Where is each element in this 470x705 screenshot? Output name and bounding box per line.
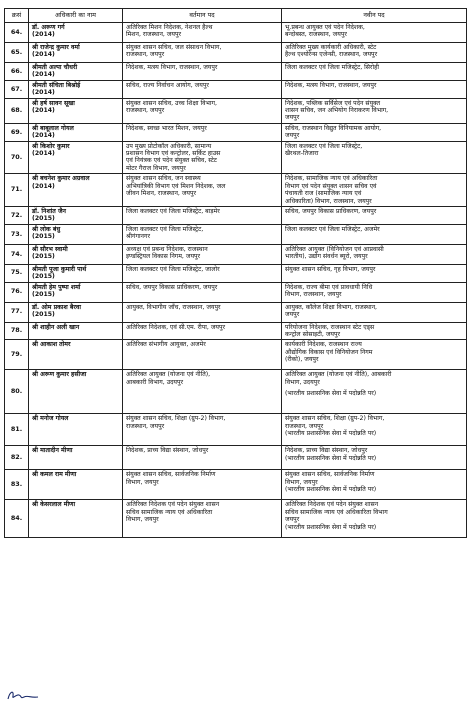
- current-post-cell-line: एवं नियंत्रक एवं पदेन संयुक्त सचिव, स्टेट: [126, 157, 217, 165]
- officer-name-cell: [29, 80, 123, 98]
- new-post-cell-line: (भारतीय प्रशासनिक सेवा में पदोन्नति पर): [285, 390, 377, 398]
- new-post-cell: [282, 224, 467, 244]
- current-post-cell-line: उप मुख्य प्रोटोकॉल अधिकारी, सामान्य: [126, 142, 212, 150]
- current-post-cell-line: निदेशक, स्वच्छ भारत मिशन, जयपुर: [126, 124, 207, 132]
- new-post-cell-line: निदेशक, मत्स्य विभाग, राजस्थान, जयपुर: [285, 81, 377, 89]
- new-post-cell-line: हैल्थ एश्योरेन्स एजेन्सी, राजस्थान, जयपुर: [285, 51, 378, 59]
- officer-name-cell-line: (2014): [32, 107, 55, 115]
- serial-number-cell: 65.: [5, 43, 29, 63]
- current-post-cell-line: जिला कलक्टर एवं जिला मजिस्ट्रेट,: [126, 225, 204, 233]
- serial-number-cell: 82.: [5, 446, 29, 470]
- officer-name-cell-line: श्री राजेन्द्र कुमार वर्मा: [32, 44, 80, 51]
- new-post-cell-line: अतिरिक्त आयुक्त (योजना एवं नीति), आबकारी: [285, 371, 392, 379]
- officer-name-cell: [29, 244, 123, 264]
- table-header-row: [5, 9, 467, 23]
- table-row: [5, 282, 467, 302]
- table-row: [5, 244, 467, 264]
- new-post-cell-line: जिला कलक्टर एवं जिला मजिस्ट्रेट, अजमेर: [285, 225, 380, 233]
- new-post-cell-line: (भारतीय प्रशासनिक सेवा में पदोन्नति पर): [285, 454, 377, 462]
- officer-name-cell: [29, 446, 123, 470]
- table-row: [5, 206, 467, 224]
- new-post-cell-line: संयुक्त शासन सचिव, शिक्षा (ग्रुप-2) विभाग,: [285, 415, 385, 423]
- current-post-cell: [123, 206, 282, 224]
- current-post-cell-line: निदेशक, प्राच्य विद्या संस्थान, जोधपुर: [126, 447, 209, 455]
- officer-name-cell-line: (2015): [32, 310, 55, 318]
- officer-name-cell-line: श्री बचनेश कुमार अग्रवाल: [32, 175, 90, 183]
- current-post-cell-line: मोटर गैराज विभाग, जयपुर: [126, 164, 186, 172]
- new-post-cell-line: जयपुर: [285, 114, 300, 122]
- current-post-cell-line: अतिरिक्त मिशन निदेशक, नेशनल हैल्थ: [126, 24, 213, 31]
- current-post-cell-line: इण्डस्ट्रियल विकास निगम, जयपुर: [126, 253, 201, 261]
- officer-name-cell: [29, 370, 123, 414]
- serial-number-cell: 75.: [5, 264, 29, 282]
- current-post-cell-line: आबकारी विभाग, उदयपुर: [126, 378, 184, 386]
- current-post-cell-line: निदेशक, मत्स्य विभाग, राजस्थान, जयपुर: [126, 64, 218, 71]
- current-post-cell-line: संयुक्त शासन सचिव, जल संसाधन विभाग,: [126, 44, 222, 51]
- officer-name-cell: [29, 43, 123, 63]
- officer-name-cell-line: (2014): [32, 51, 55, 59]
- current-post-cell: [123, 446, 282, 470]
- new-post-cell-line: जयपुर: [285, 310, 300, 318]
- new-post-cell-line: जिला कलक्टर एवं जिला मजिस्ट्रेट, सिरोही: [285, 64, 379, 71]
- new-post-cell-line: संयुक्त शासन सचिव, सार्वजनिक निर्माण: [285, 471, 375, 479]
- table-row: [5, 370, 467, 414]
- new-post-cell: [282, 302, 467, 322]
- new-post-cell-line: भू.प्रबन्ध आयुक्त एवं पदेन निदेशक,: [285, 24, 365, 31]
- officer-name-cell-line: (2015): [32, 273, 55, 281]
- officer-name-cell-line: श्री मनोज गोयल: [32, 415, 69, 423]
- officer-name-cell: [29, 98, 123, 123]
- current-post-cell-line: संयुक्त शासन सचिव, उच्च शिक्षा विभाग,: [126, 99, 217, 107]
- new-post-cell: [282, 63, 467, 81]
- new-post-cell-line: खैरथल-तिजारा: [285, 150, 319, 158]
- table-row: [5, 224, 467, 244]
- current-post-cell: [123, 43, 282, 63]
- officer-name-cell-line: श्री शाहीन अली खान: [32, 323, 80, 331]
- table-row: [5, 98, 467, 123]
- table-row: [5, 446, 467, 470]
- officer-name-cell-line: (2015): [32, 233, 55, 241]
- current-post-cell-line: सचिव, जयपुर विकास प्राधिकरण, जयपुर: [126, 283, 218, 291]
- serial-number-cell: 70.: [5, 141, 29, 174]
- table-row: [5, 123, 467, 141]
- current-post-cell-line: संयुक्त शासन सचिव, शिक्षा (ग्रुप-2) विभाग,: [126, 415, 226, 423]
- new-post-cell: [282, 244, 467, 264]
- current-post-cell: [123, 264, 282, 282]
- serial-number-cell: 76.: [5, 282, 29, 302]
- officer-name-cell: [29, 340, 123, 370]
- new-post-cell: [282, 340, 467, 370]
- serial-number-cell: 72.: [5, 206, 29, 224]
- new-post-cell: [282, 43, 467, 63]
- current-post-cell-line: अतिरिक्त आयुक्त (योजना एवं नीति),: [126, 371, 211, 379]
- officer-name-cell: [29, 224, 123, 244]
- current-post-cell: [123, 500, 282, 538]
- serial-number-cell: 67.: [5, 80, 29, 98]
- officer-name-cell-line: डॉ. अरूण गर्ग: [32, 24, 65, 31]
- table-row: [5, 302, 467, 322]
- new-post-cell-line: कन्ट्रोल सोसाइटी, जयपुर: [285, 330, 341, 338]
- new-post-cell-line: (भारतीय प्रशासनिक सेवा में पदोन्नति पर): [285, 523, 377, 531]
- new-post-cell-line: कार्यकारी निदेशक, राजस्थान राज्य: [285, 341, 362, 349]
- current-post-cell: [123, 80, 282, 98]
- officer-name-cell: [29, 264, 123, 282]
- table-row: [5, 80, 467, 98]
- new-post-cell-line: निदेशक, सामाजिक न्याय एवं अधिकारिता: [285, 175, 378, 183]
- new-post-cell-line: (भारतीय प्रशासनिक सेवा में पदोन्नति पर): [285, 486, 377, 494]
- officer-name-cell-line: (2015): [32, 253, 55, 261]
- header-current-post: वर्तमान पद: [123, 9, 282, 23]
- serial-number-cell: 80.: [5, 370, 29, 414]
- current-post-cell: [123, 123, 282, 141]
- current-post-cell: [123, 98, 282, 123]
- new-post-cell-line: राजस्थान, जयपुर: [285, 422, 324, 430]
- new-post-cell-line: निदेशक, राज्य बीमा एवं प्रावधायी निधि: [285, 283, 373, 291]
- current-post-cell-line: अभियांत्रिकी विभाग एवं मिशन निदेशक, जल: [126, 182, 226, 190]
- new-post-cell-line: बन्दोबस्त, राजस्थान, जयपुर: [285, 31, 347, 39]
- new-post-cell: [282, 98, 467, 123]
- officer-name-cell-line: श्री हर्ष सावन सूखा: [32, 99, 75, 107]
- officer-name-cell-line: श्री अरूण कुमार हसीजा: [32, 371, 87, 379]
- new-post-cell-line: आयुक्त, कॉलेज शिक्षा विभाग, राजस्थान,: [285, 303, 377, 311]
- current-post-cell-line: अध्यक्ष एवं प्रबन्ध निदेशक, राजस्थान: [126, 245, 208, 253]
- officer-name-cell-line: श्री किशोर कुमार: [32, 142, 70, 150]
- new-post-cell: [282, 470, 467, 500]
- officer-name-cell-line: (2014): [32, 31, 55, 39]
- current-post-cell-line: जीवन मिशन, राजस्थान, जयपुर: [126, 190, 197, 198]
- serial-number-cell: 71.: [5, 174, 29, 207]
- new-post-cell-line: शासन सचिव, जन अभियोग निराकरण विभाग,: [285, 107, 389, 115]
- new-post-cell: [282, 80, 467, 98]
- current-post-cell-line: मिशन, राजस्थान, जयपुर: [126, 31, 182, 39]
- current-post-cell-line: अतिरिक्त संभागीय आयुक्त, अजमेर: [126, 341, 206, 349]
- serial-number-cell: 84.: [5, 500, 29, 538]
- current-post-cell: [123, 63, 282, 81]
- officer-name-cell-line: (2015): [32, 290, 55, 298]
- officer-name-cell-line: श्री आकाश तोमर: [32, 341, 71, 349]
- officer-name-cell-line: (2014): [32, 132, 55, 140]
- officer-name-cell: [29, 174, 123, 207]
- new-post-cell-line: अतिरिक्त मुख्य कार्यकारी अधिकारी, स्टेट: [285, 44, 377, 51]
- officer-name-cell: [29, 470, 123, 500]
- officer-name-cell: [29, 123, 123, 141]
- current-post-cell: [123, 370, 282, 414]
- officer-name-cell-line: श्री सौरभ स्वामी: [32, 245, 68, 253]
- officer-name-cell: [29, 500, 123, 538]
- current-post-cell-line: विभाग, जयपुर: [126, 478, 159, 486]
- new-post-cell-line: अधिकारिता) विभाग, राजस्थान, जयपुर: [285, 197, 372, 205]
- current-post-cell-line: संयुक्त शासन सचिव, सार्वजनिक निर्माण: [126, 471, 216, 479]
- table-row: [5, 23, 467, 43]
- serial-number-cell: 64.: [5, 23, 29, 43]
- serial-number-cell: 83.: [5, 470, 29, 500]
- officer-name-cell: [29, 206, 123, 224]
- table-row: [5, 470, 467, 500]
- current-post-cell: [123, 244, 282, 264]
- new-post-cell-line: अतिरिक्त आयुक्त (विनियोजन एवं आप्रवासी: [285, 245, 384, 253]
- new-post-cell: [282, 123, 467, 141]
- new-post-cell-line: औद्योगिक विकास एवं विनियोजन निगम: [285, 348, 373, 356]
- table-row: [5, 141, 467, 174]
- serial-number-cell: 77.: [5, 302, 29, 322]
- new-post-cell: [282, 414, 467, 446]
- current-post-cell-line: संयुक्त शासन सचिव, जन स्वास्थ्य: [126, 175, 201, 183]
- current-post-cell-line: अतिरिक्त निदेशक, एवं सी.एम. रीपा, जयपुर: [126, 323, 226, 331]
- new-post-cell: [282, 500, 467, 538]
- current-post-cell: [123, 23, 282, 43]
- transfer-order-page: [4, 8, 466, 538]
- officer-name-cell: [29, 322, 123, 340]
- serial-number-cell: 78.: [5, 322, 29, 340]
- new-post-cell-line: निदेशक, प्राच्य विद्या संस्थान, जोधपुर: [285, 447, 368, 455]
- new-post-cell-line: सचिव, राजस्थान विद्युत विनियामक आयोग,: [285, 124, 382, 132]
- new-post-cell: [282, 370, 467, 414]
- new-post-cell-line: संयुक्त शासन सचिव, गृह विभाग, जयपुर: [285, 265, 376, 273]
- officer-name-cell-line: (2015): [32, 215, 55, 223]
- new-post-cell-line: जयपुर: [285, 516, 300, 524]
- officer-name-cell: [29, 63, 123, 81]
- new-post-cell-line: जिला कलक्टर एवं जिला मजिस्ट्रेट,: [285, 142, 363, 150]
- current-post-cell-line: आयुक्त, विभागीय जाँच, राजस्थान, जयपुर: [126, 303, 221, 311]
- officer-name-cell-line: (2014): [32, 150, 55, 158]
- new-post-cell-line: पंचायती राज (सामाजिक न्याय एवं: [285, 190, 362, 198]
- officer-name-cell-line: श्री मातादीन मीणा: [32, 447, 73, 455]
- table-row: [5, 322, 467, 340]
- officer-name-cell: [29, 282, 123, 302]
- current-post-cell: [123, 414, 282, 446]
- officer-name-cell-line: श्री बाबूलाल गोयल: [32, 124, 74, 132]
- officer-transfer-table: [4, 8, 467, 538]
- new-post-cell-line: विभाग, उदयपुर: [285, 378, 320, 386]
- officer-name-cell: [29, 141, 123, 174]
- current-post-cell: [123, 141, 282, 174]
- table-row: [5, 264, 467, 282]
- current-post-cell: [123, 174, 282, 207]
- new-post-cell-line: अतिरिक्त निदेशक एवं पदेन संयुक्त शासन: [285, 501, 379, 509]
- officer-name-cell-line: (2014): [32, 89, 55, 97]
- officer-name-cell-line: श्रीमती अल्पा चौधरी: [32, 64, 78, 71]
- current-post-cell-line: राजस्थान, जयपुर: [126, 107, 165, 115]
- header-officer-name: अधिकारी का नाम: [29, 9, 123, 23]
- new-post-cell-line: निदेशक, पब्लिक सर्विसेज एवं पदेन संयुक्त: [285, 99, 381, 107]
- officer-name-cell-line: श्री केसरलाल मीणा: [32, 501, 76, 509]
- serial-number-cell: 74.: [5, 244, 29, 264]
- serial-number-cell: 73.: [5, 224, 29, 244]
- header-serial: क्रसं: [5, 9, 29, 23]
- new-post-cell-line: भारतीय), उद्योग संवर्धन ब्यूरो, जयपुर: [285, 253, 368, 261]
- new-post-cell-line: विभाग एवं पदेन संयुक्त शासन सचिव एवं: [285, 182, 377, 190]
- officer-name-cell-line: श्रीमती पूजा कुमारी पार्थ: [32, 265, 87, 273]
- header-new-post: नवीन पद: [282, 9, 467, 23]
- current-post-cell: [123, 302, 282, 322]
- new-post-cell: [282, 141, 467, 174]
- officer-name-cell-line: श्री कमल राम मीणा: [32, 471, 77, 479]
- current-post-cell-line: जिला कलक्टर एवं जिला मजिस्ट्रेट, जालोर: [126, 265, 220, 273]
- new-post-cell: [282, 282, 467, 302]
- current-post-cell-line: जिला कलक्टर एवं जिला मजिस्ट्रेट, बाड़मेर: [126, 207, 220, 215]
- new-post-cell: [282, 264, 467, 282]
- officer-name-cell: [29, 23, 123, 43]
- officer-name-cell-line: श्रीमती हेम पुष्पा शर्मा: [32, 283, 81, 291]
- current-post-cell-line: राजस्थान, जयपुर: [126, 51, 165, 59]
- new-post-cell: [282, 174, 467, 207]
- officer-name-cell-line: डॉ. ओम प्रकाश बैरवा: [32, 303, 81, 311]
- officer-name-cell-line: (2014): [32, 182, 55, 190]
- new-post-cell-line: विभाग, जयपुर: [285, 478, 318, 486]
- serial-number-cell: 68.: [5, 98, 29, 123]
- current-post-cell-line: प्रशासन विभाग एवं कन्ट्रोलर, सर्किट हाउस: [126, 150, 221, 158]
- current-post-cell-line: विभाग, जयपुर: [126, 516, 159, 524]
- current-post-cell-line: सचिव सामाजिक न्याय एवं अधिकारिता: [126, 508, 213, 516]
- current-post-cell: [123, 470, 282, 500]
- current-post-cell-line: सचिव, राज्य निर्वाचन आयोग, जयपुर: [126, 81, 209, 89]
- table-row: [5, 340, 467, 370]
- serial-number-cell: 66.: [5, 63, 29, 81]
- officer-name-cell-line: श्री लोक बंधु: [32, 225, 61, 233]
- new-post-cell-line: जयपुर: [285, 132, 300, 140]
- table-row: [5, 174, 467, 207]
- new-post-cell-line: परियोजना निदेशक, राजस्थान स्टेट एड्स: [285, 323, 375, 331]
- serial-number-cell: 79.: [5, 340, 29, 370]
- new-post-cell: [282, 446, 467, 470]
- table-row: [5, 43, 467, 63]
- serial-number-cell: 81.: [5, 414, 29, 446]
- new-post-cell-line: विभाग, राजस्थान, जयपुर: [285, 290, 342, 298]
- current-post-cell-line: राजस्थान, जयपुर: [126, 422, 165, 430]
- signature-mark: [6, 688, 40, 702]
- new-post-cell-line: (भारतीय प्रशासनिक सेवा में पदोन्नति पर): [285, 430, 377, 438]
- current-post-cell-line: श्रीगंगानगर: [126, 233, 151, 241]
- new-post-cell-line: (रीको), जयपुर: [285, 356, 319, 364]
- officer-name-cell: [29, 414, 123, 446]
- new-post-cell-line: सचिव सामाजिक न्याय एवं अधिकारिता विभाग: [285, 508, 388, 516]
- officer-name-cell-line: डॉ. निशांत जैन: [32, 207, 66, 215]
- current-post-cell: [123, 224, 282, 244]
- new-post-cell: [282, 206, 467, 224]
- officer-name-cell-line: श्रीमती संचिता बिश्नोई: [32, 81, 81, 89]
- table-row: [5, 414, 467, 446]
- serial-number-cell: 69.: [5, 123, 29, 141]
- officer-name-cell-line: (2014): [32, 71, 55, 79]
- current-post-cell: [123, 340, 282, 370]
- current-post-cell: [123, 322, 282, 340]
- table-row: [5, 500, 467, 538]
- current-post-cell-line: अतिरिक्त निदेशक एवं पदेन संयुक्त शासन: [126, 501, 220, 509]
- new-post-cell: [282, 23, 467, 43]
- officer-name-cell: [29, 302, 123, 322]
- new-post-cell: [282, 322, 467, 340]
- current-post-cell: [123, 282, 282, 302]
- new-post-cell-line: सचिव, जयपुर विकास प्राधिकरण, जयपुर: [285, 207, 377, 215]
- table-row: [5, 63, 467, 81]
